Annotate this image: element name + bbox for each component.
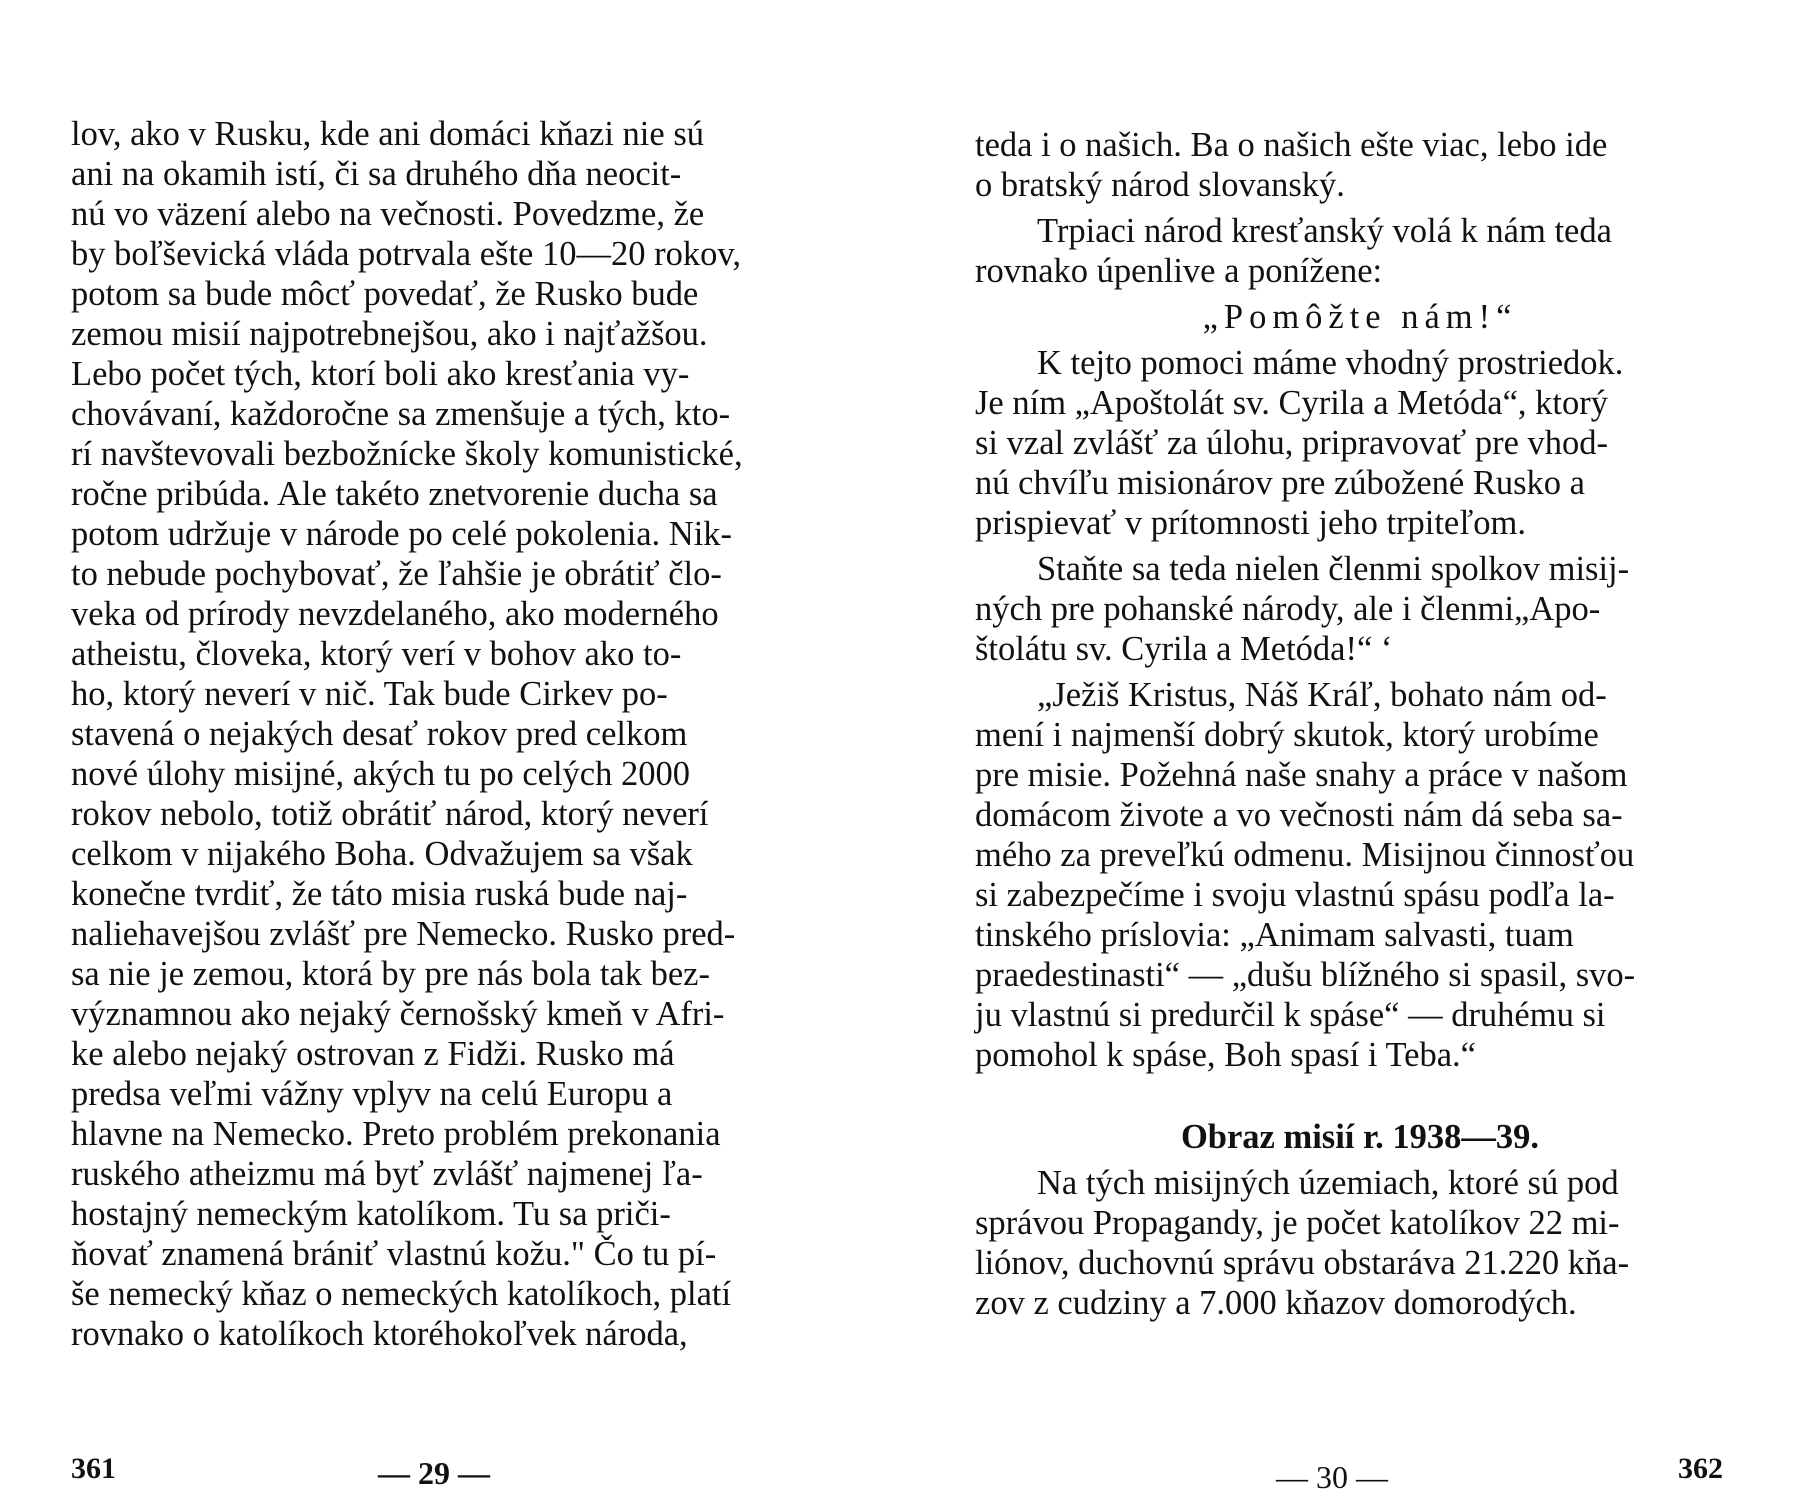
page-number: 361 <box>71 1452 116 1485</box>
text-line: mého za preveľkú odmenu. Misijnou činnosťou <box>975 836 1635 874</box>
text-line: mení i najmenší dobrý skutok, ktorý urobíme <box>975 716 1599 754</box>
text-line: liónov, duchovnú správu obstaráva 21.220 kňa- <box>975 1244 1630 1282</box>
text-line: naliehavejšou zvlášť pre Nemecko. Rusko pred- <box>71 915 736 953</box>
text-line: Na tých misijných územiach, ktoré sú pod <box>1037 1164 1619 1202</box>
text-line: teda i o našich. Ba o našich ešte viac, lebo ide <box>975 126 1608 164</box>
text-line: potom sa bude môcť povedať, že Rusko bude <box>71 275 699 313</box>
right-page-text <box>975 125 1745 1323</box>
left-page-text <box>71 114 841 1354</box>
paragraph-continuation <box>975 125 1745 205</box>
text-line: ročne pribúda. Ale takéto znetvorenie ducha sa <box>71 475 718 513</box>
exclamation-text: „Pomôžte nám!“ <box>1202 298 1518 336</box>
text-line: še nemecký kňaz o nemeckých katolíkoch, platí <box>71 1275 732 1313</box>
text-line: ňovať znamená brániť vlastnú kožu." Čo tu pí- <box>71 1235 717 1273</box>
text-line: praedestinasti“ — „dušu blížného si spasil, svo- <box>975 956 1636 994</box>
text-line: nú chvíľu misionárov pre zúbožené Rusko a <box>975 464 1585 502</box>
text-line: chovávaní, každoročne sa zmenšuje a tých, kto- <box>71 395 731 433</box>
text-line: predsa veľmi vážny vplyv na celú Europu a <box>71 1075 673 1113</box>
text-line: ani na okamih istí, či sa druhého dňa neocit- <box>71 155 682 193</box>
paragraph <box>975 211 1745 291</box>
text-line: ruského atheizmu má byť zvlášť najmenej ľa- <box>71 1155 703 1193</box>
text-line: rovnako o katolíkoch ktoréhokoľvek národa, <box>71 1315 688 1353</box>
text-line: to nebude pochybovať, že ľahšie je obrátiť člo- <box>71 555 722 593</box>
text-line: si zabezpečíme i svoju vlastnú spásu podľa la- <box>975 876 1615 914</box>
text-line: sa nie je zemou, ktorá by pre nás bola tak bez- <box>71 955 710 993</box>
text-line: domácom živote a vo večnosti nám dá seba sa- <box>975 796 1623 834</box>
text-line: ju vlastnú si predurčil k spáse“ — druhému si <box>975 996 1606 1034</box>
text-line: ho, ktorý neverí v nič. Tak bude Cirkev po- <box>71 675 668 713</box>
text-line: celkom v nijakého Boha. Odvažujem sa však <box>71 835 693 873</box>
text-line: zemou misií najpotrebnejšou, ako i najťažšou. <box>71 315 708 353</box>
paragraph <box>975 1163 1745 1323</box>
text-line: štolátu sv. Cyrila a Metóda!“ ‘ <box>975 630 1393 668</box>
text-line: zov z cudziny a 7.000 kňazov domorodých. <box>975 1284 1577 1322</box>
folio-number: — 29 — <box>378 1455 490 1491</box>
text-line: by boľševická vláda potrvala ešte 10—20 rokov, <box>71 235 741 273</box>
text-line: veka od prírody nevzdelaného, ako moderného <box>71 595 719 633</box>
text-line: Trpiaci národ kresťanský volá k nám teda <box>1037 212 1612 250</box>
text-line: hostajný nemeckým katolíkom. Tu sa priči- <box>71 1195 671 1233</box>
text-line: nové úlohy misijné, akých tu po celých 2000 <box>71 755 690 793</box>
text-line: pomohol k spáse, Boh spasí i Teba.“ <box>975 1036 1476 1074</box>
paragraph <box>975 343 1745 543</box>
text-line: si vzal zvlášť za úlohu, pripravovať pre vhod- <box>975 424 1609 462</box>
text-line: stavená o nejakých desať rokov pred celkom <box>71 715 688 753</box>
text-line: lov, ako v Rusku, kde ani domáci kňazi nie sú <box>71 115 705 153</box>
text-line: atheistu, človeka, ktorý verí v bohov ako to- <box>71 635 682 673</box>
page-number: 362 <box>1678 1452 1723 1485</box>
text-line: tinského príslovia: „Animam salvasti, tuam <box>975 916 1574 954</box>
text-line: Je ním „Apoštolát sv. Cyrila a Metóda“, ktorý <box>975 384 1609 422</box>
text-line: potom udržuje v národe po celé pokolenia. Nik- <box>71 515 733 553</box>
text-line: ke alebo nejaký ostrovan z Fidži. Rusko má <box>71 1035 675 1073</box>
text-line: rovnako úpenlive a ponížene: <box>975 252 1383 290</box>
text-line: správou Propagandy, je počet katolíkov 22 mi- <box>975 1204 1620 1242</box>
paragraph <box>975 549 1745 669</box>
text-line: konečne tvrdiť, že táto misia ruská bude naj- <box>71 875 688 913</box>
text-line: významnou ako nejaký černošský kmeň v Afri- <box>71 995 725 1033</box>
text-line: K tejto pomoci máme vhodný prostriedok. <box>1037 344 1624 382</box>
text-line: prispievať v prítomnosti jeho trpiteľom. <box>975 504 1526 542</box>
paragraph <box>975 675 1745 1075</box>
text-line: rokov nebolo, totiž obrátiť národ, ktorý neverí <box>71 795 709 833</box>
text-line: o bratský národ slovanský. <box>975 166 1345 204</box>
text-line: hlavne na Nemecko. Preto problém prekonania <box>71 1115 721 1153</box>
text-line: „Ježiš Kristus, Náš Kráľ, bohato nám od- <box>1037 676 1607 714</box>
text-line: pre misie. Požehná naše snahy a práce v našom <box>975 756 1628 794</box>
section-heading: Obraz misií r. 1938—39. <box>1180 1118 1540 1156</box>
folio-number: — 30 — <box>1276 1459 1388 1495</box>
text-line: Staňte sa teda nielen členmi spolkov misij- <box>1037 550 1630 588</box>
text-line: rí navštevovali bezbožnícke školy komunistické, <box>71 435 743 473</box>
text-line: Lebo počet tých, ktorí boli ako kresťania vy- <box>71 355 690 393</box>
exclamation-line <box>975 297 1745 337</box>
right-page <box>898 0 1796 1500</box>
text-line: ných pre pohanské národy, ale i členmi„Apo- <box>975 590 1601 628</box>
text-line: nú vo väzení alebo na večnosti. Povedzme, že <box>71 195 705 233</box>
